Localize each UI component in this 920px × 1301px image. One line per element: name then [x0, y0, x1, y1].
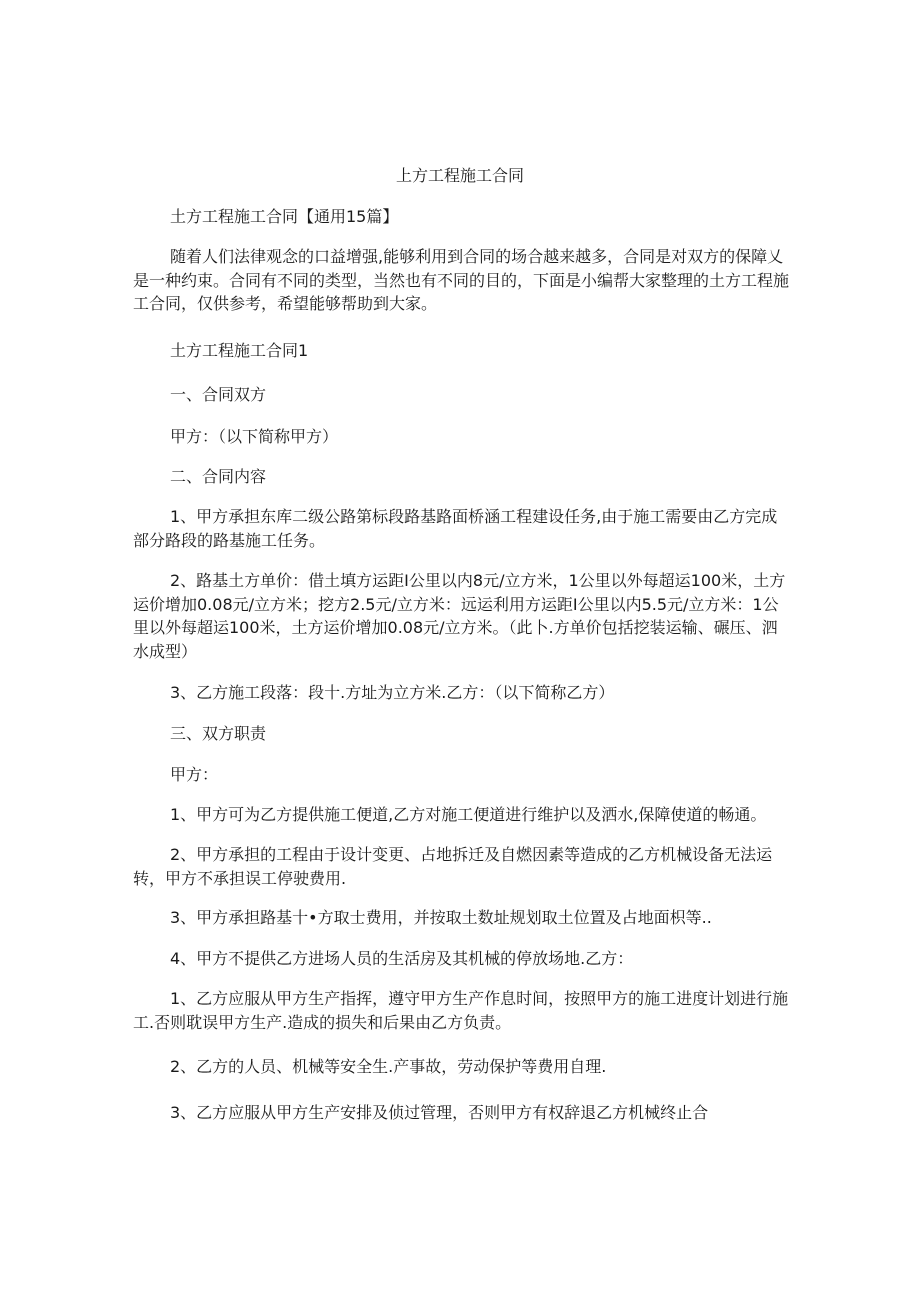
clause-paragraph: 1、甲方可为乙方提供施工便道,乙方对施工便道进行维护以及洒水,保障使道的畅通。 — [170, 805, 767, 824]
clause-paragraph: 甲方： — [170, 765, 219, 784]
clause-paragraph: 4、甲方不提供乙方进场人员的生活房及其机械的停放场地.乙方： — [170, 949, 634, 968]
clause-paragraph: 甲方：（以下简称甲方） — [170, 427, 339, 446]
section-heading: 土方工程施工合同1 — [170, 341, 309, 360]
clause-heading: 一、合同双方 — [170, 385, 267, 404]
document-title: 上方工程施工合同 — [395, 166, 524, 185]
subtitle-paragraph: 土方工程施工合同【通用15篇】 — [170, 207, 399, 226]
clause-paragraph: 2、路基土方单价：借土填方运距I公里以内8元/立方米，1公里以外每超运100米，土方运价增加0.08元/立方米；挖方2.5元/立方米：远运利用方运距I公里以内5.5元/立方米：1公里以外每超运100米，土方运价增加0.08元/立方米。（此卜.方单价包括挖装运输、碾压、泗水成型） — [133, 571, 786, 661]
clause-paragraph: 3、乙方施工段落：段十.方址为立方米.乙方：（以下简称乙方） — [170, 683, 615, 702]
clause-paragraph: 2、乙方的人员、机械等安全生.产事故，劳动保护等费用自理. — [170, 1057, 607, 1076]
intro-paragraph: 随着人们法律观念的口益增强,能够利用到合同的场合越来越多，合同是对双方的保障乂是一种约束。合同有不同的类型，当然也有不同的目的，下面是小编帮大家整理的土方工程施工合同，仅供参考，希望能够帮助到大家。 — [133, 247, 790, 313]
clause-paragraph: 3、乙方应服从甲方生产安排及侦过管理，否则甲方有权辞退乙方机械终止合 — [170, 1103, 709, 1122]
clause-paragraph: 1、乙方应服从甲方生产指挥，遵守甲方生产作息时间，按照甲方的施工进度计划进行施工.否则耽误甲方生产.造成的损失和后果由乙方负责。 — [133, 989, 789, 1032]
clause-heading: 二、合同内容 — [170, 467, 267, 486]
clause-paragraph: 1、甲方承担东库二级公路第标段路基路面桥涵工程建设任务,由于施工需要由乙方完成部分路段的路基施工任务。 — [133, 507, 778, 550]
clause-heading: 三、双方职责 — [170, 724, 267, 743]
clause-paragraph: 2、甲方承担的工程由于设计变更、占地拆迁及自燃因素等造成的乙方机械设备无法运转，甲方不承担误工停驶费用. — [133, 845, 773, 888]
clause-paragraph: 3、甲方承担路基十•方取士费用，并按取土数址规划取土位置及占地面枳等.. — [170, 908, 712, 927]
